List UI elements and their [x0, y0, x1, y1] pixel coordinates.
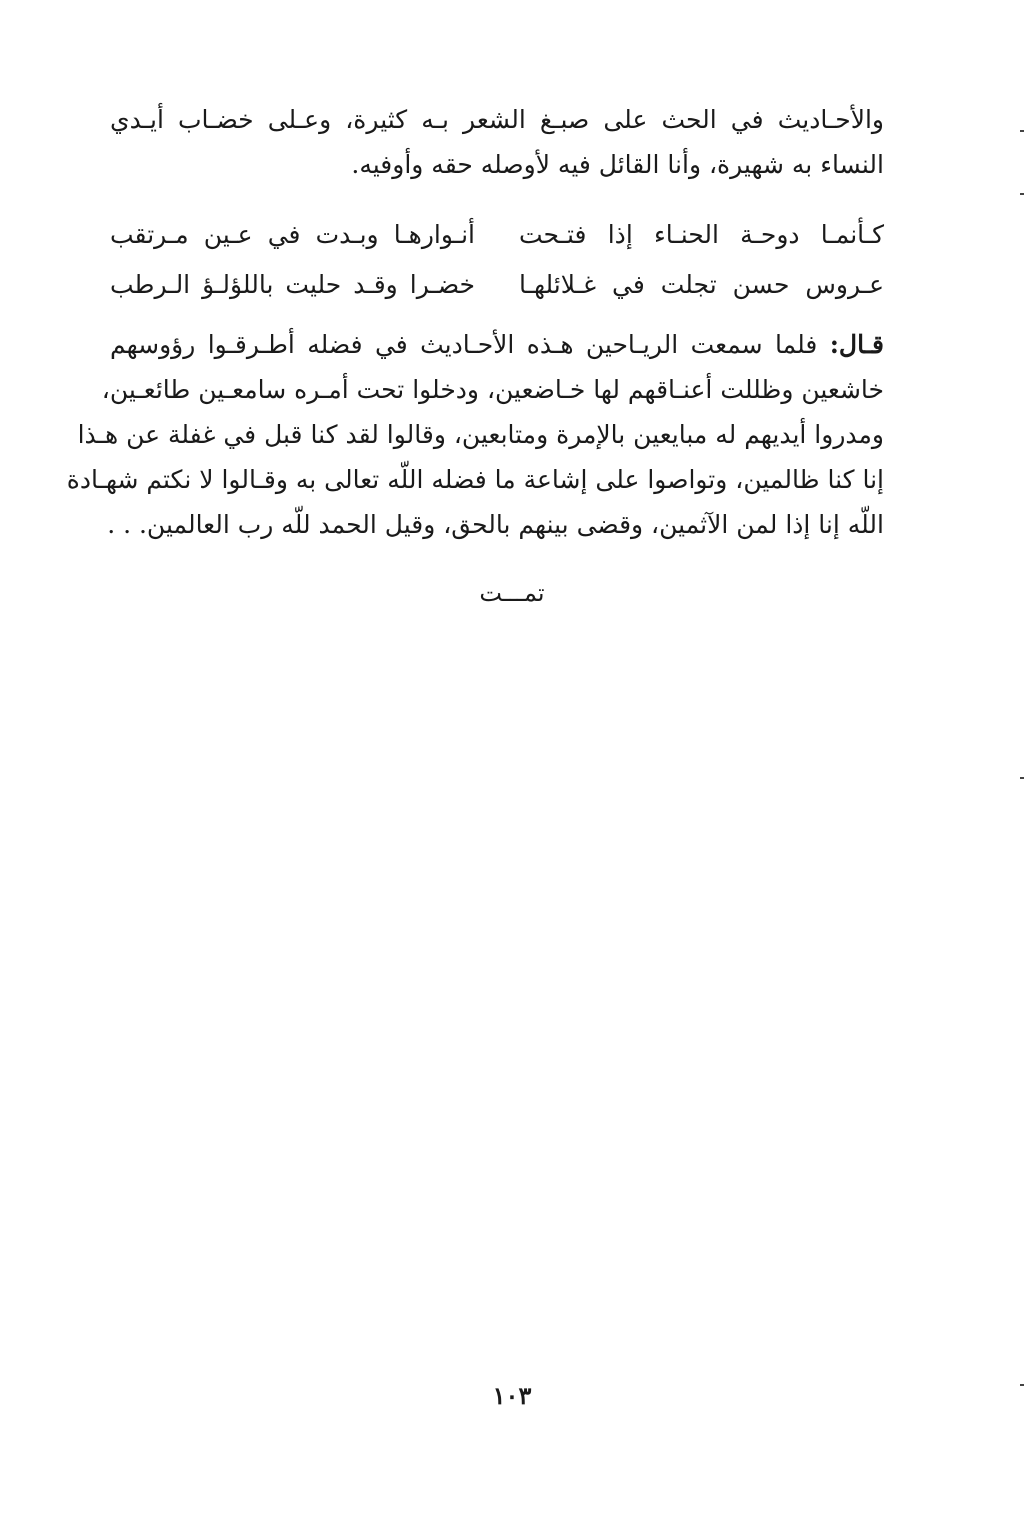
paragraph-2-line: خاشعين وظللت أعنـاقهم لها خـاضعين، ودخلوا تحت أمـره سامعـين طائعـين،	[101, 375, 884, 404]
paragraph-2	[66, 322, 884, 547]
scan-edge-mark	[1020, 193, 1024, 195]
scan-edge-mark	[1020, 777, 1024, 779]
paragraph-2-line: اللّه إنا إذا لمن الآثمين، وقضى بينهم بالحق، وقيل الحمد للّه رب العالمين. . .	[107, 510, 884, 539]
paragraph-1-line: والأحـاديث في الحث على صبـغ الشعر بـه كثيرة، وعـلى خضـاب أيـدي	[110, 105, 884, 134]
end-mark: تمـــت	[479, 579, 545, 607]
poem-hemistich-second: أنـوارهـا وبـدت في عـين مـرتقب	[110, 220, 475, 249]
poem-verse	[110, 210, 884, 260]
poem-hemistich-first: عـروس حسن تجلت في غـلائلهـا	[519, 270, 884, 299]
scan-edge-mark	[1020, 130, 1024, 132]
speaker-label: قـال:	[829, 330, 884, 359]
paragraph-2-line	[110, 322, 884, 367]
page-number: ١٠٣	[492, 1381, 532, 1410]
paragraph-1-line: النساء به شهيرة، وأنا القائل فيه لأوصله حقه وأوفيه.	[351, 150, 884, 179]
poem-verse	[110, 260, 884, 310]
poem-hemistich-second: خضـرا وقـد حليت باللؤلـؤ الـرطب	[110, 270, 475, 299]
paragraph-1	[110, 97, 884, 187]
paragraph-2-line: ومدروا أيديهم له مبايعين بالإمرة ومتابعين، وقالوا لقد كنا قبل في غفلة عن هـذا	[77, 420, 884, 449]
paragraph-2-line: إنا كنا ظالمين، وتواصوا على إشاعة ما فضله اللّه تعالى به وقـالوا لا نكتم شهـادة	[66, 465, 884, 494]
scan-edge-mark	[1020, 1384, 1024, 1386]
poem-hemistich-first: كـأنمـا دوحـة الحنـاء إذا فتـحت	[519, 220, 884, 249]
poem	[110, 210, 884, 310]
paragraph-2-line-text: فلما سمعت الريـاحين هـذه الأحـاديث في فضله أطـرقـوا رؤوسهم	[110, 330, 818, 359]
